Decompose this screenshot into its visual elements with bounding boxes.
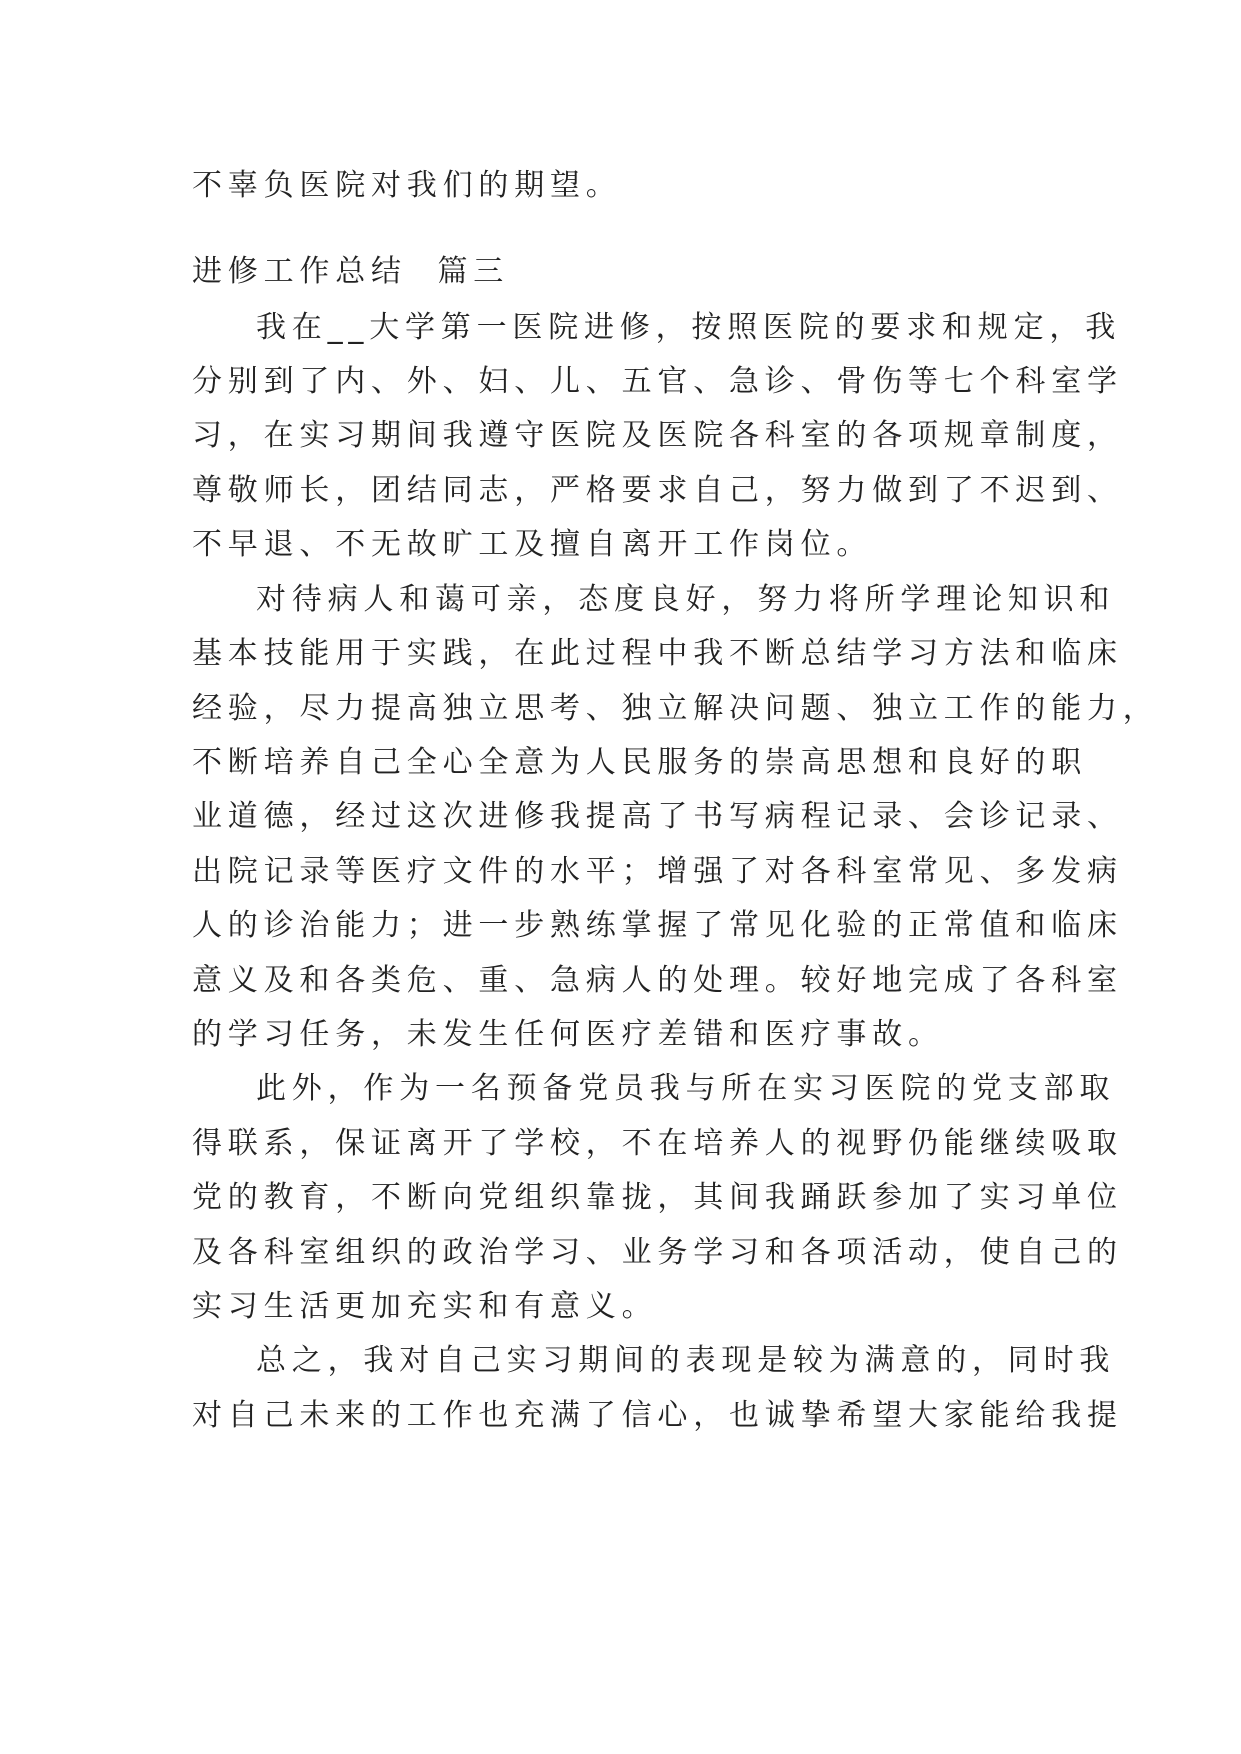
- paragraph-line: 不断培养自己全心全意为人民服务的崇高思想和良好的职: [192, 745, 1087, 780]
- paragraph-line: 经验，尽力提高独立思考、独立解决问题、独立工作的能力，: [192, 691, 1159, 726]
- paragraph-line: 尊敬师长，团结同志，严格要求自己，努力做到了不迟到、: [192, 473, 1123, 508]
- paragraph-line: 党的教育，不断向党组织靠拢，其间我踊跃参加了实习单位: [192, 1180, 1123, 1215]
- paragraph-line: 对自己未来的工作也充满了信心，也诚挚希望大家能给我提: [192, 1398, 1123, 1433]
- section-heading: 进修工作总结 篇三: [192, 254, 510, 289]
- paragraph-line: 的学习任务，未发生任何医疗差错和医疗事故。: [192, 1017, 944, 1052]
- paragraph-line: 基本技能用于实践，在此过程中我不断总结学习方法和临床: [192, 636, 1123, 671]
- paragraph-line: 对待病人和蔼可亲，态度良好，努力将所学理论知识和: [256, 582, 1116, 617]
- paragraph-line: 总之，我对自己实习期间的表现是较为满意的，同时我: [256, 1343, 1116, 1378]
- paragraph-line: 此外，作为一名预备党员我与所在实习医院的党支部取: [256, 1071, 1116, 1106]
- paragraph-line: 实习生活更加充实和有意义。: [192, 1289, 658, 1324]
- paragraph-line: 我在__大学第一医院进修，按照医院的要求和规定，我: [256, 310, 1121, 345]
- paragraph-line: 得联系，保证离开了学校，不在培养人的视野仍能继续吸取: [192, 1126, 1123, 1161]
- paragraph-line: 分别到了内、外、妇、儿、五官、急诊、骨伤等七个科室学: [192, 364, 1123, 399]
- paragraph-line: 意义及和各类危、重、急病人的处理。较好地完成了各科室: [192, 963, 1123, 998]
- paragraph-line: 业道德，经过这次进修我提高了书写病程记录、会诊记录、: [192, 799, 1123, 834]
- paragraph-line: 出院记录等医疗文件的水平；增强了对各科室常见、多发病: [192, 854, 1123, 889]
- paragraph-line: 习，在实习期间我遵守医院及医院各科室的各项规章制度，: [192, 418, 1123, 453]
- paragraph-line: 及各科室组织的政治学习、业务学习和各项活动，使自己的: [192, 1235, 1123, 1270]
- paragraph-line: 不早退、不无故旷工及擅自离开工作岗位。: [192, 527, 873, 562]
- paragraph-line: 人的诊治能力；进一步熟练掌握了常见化验的正常值和临床: [192, 908, 1123, 943]
- paragraph-line: 不辜负医院对我们的期望。: [192, 168, 622, 203]
